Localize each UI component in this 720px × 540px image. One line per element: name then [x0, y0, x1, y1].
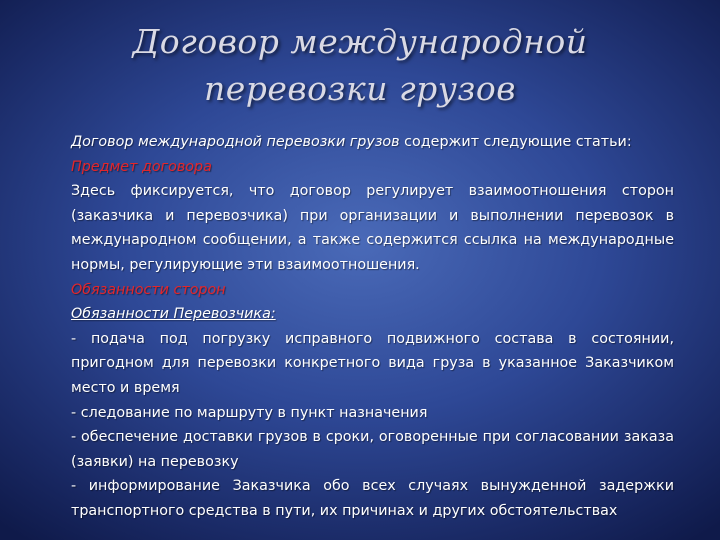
obligation-item: - следование по маршруту в пункт назначения — [71, 404, 428, 421]
slide-body — [71, 130, 674, 524]
section-heading-subject: Предмет договора — [71, 158, 212, 175]
slide-title — [40, 18, 680, 112]
section-text-subject: Здесь фиксируется, что договор регулирует взаимоотношения сторон (заказчика и перевозчика) при организации и выполнении перевозок в международном сообщении, а также содержится ссылка на международные нормы, регулирующие эти взаимоотношения. — [71, 183, 674, 273]
title-line-2: перевозки грузов — [204, 69, 516, 108]
intro-italic: Договор международной перевозки грузов — [71, 134, 400, 150]
obligation-item: - информирование Заказчика обо всех случаях вынужденной задержки транспортного средства в пути, их причинах и других обстоятельствах — [71, 478, 674, 519]
intro-rest: содержит следующие статьи: — [399, 134, 632, 150]
section-heading-obligations: Обязанности сторон — [71, 281, 226, 298]
title-line-1: Договор международной — [132, 22, 588, 61]
obligation-item: - подача под погрузку исправного подвижного состава в состоянии, пригодном для перевозки конкретного вида груза в указанное Заказчиком место и время — [71, 330, 674, 396]
intro-paragraph — [71, 130, 674, 155]
obligation-item: - обеспечение доставки грузов в сроки, оговоренные при согласовании заказа (заявки) на перевозку — [71, 429, 674, 470]
carrier-obligations-subheading: Обязанности Перевозчика: — [71, 306, 276, 323]
